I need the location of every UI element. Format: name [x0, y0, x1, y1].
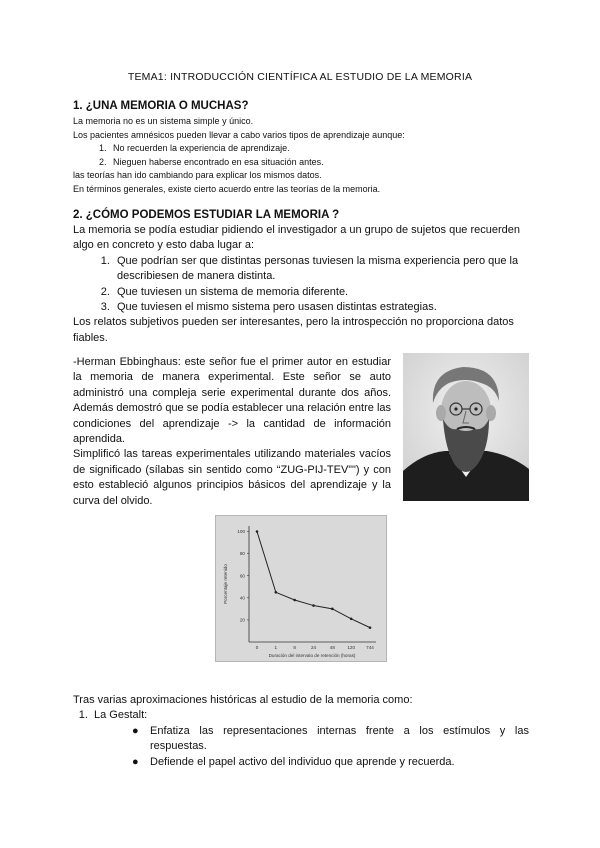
section2-outro: Los relatos subjetivos pueden ser interesantes, pero la introspección no proporciona datos fiables. [73, 316, 514, 344]
bullet-text: Defiende el papel activo del individuo que aprende y recuerda. [150, 755, 455, 768]
section1-line2: Los pacientes amnésicos pueden llevar a cabo varios tipos de aprendizaje aunque: [73, 129, 405, 140]
data-point [256, 530, 259, 533]
ebbinghaus-para1: -Herman Ebbinghaus: este señor fue el primer autor en estudiar la memoria de manera experimental. Este señor se auto administró una compleja serie experimental durante dos años. Además demostró que se podía establecer una relación entre las condiciones del aprendizaje -> la cantidad de información aprendida. [73, 356, 391, 446]
x-tick-label: 0 [255, 645, 259, 650]
section2-list [73, 254, 529, 316]
list-item: 3. Que tuviesen el mismo sistema pero usasen distintas estrategias. [113, 300, 529, 315]
y-axis-label: Porcentaje retenido [223, 564, 228, 604]
x-tick-label: 120 [347, 645, 356, 650]
ebbinghaus-para2: Simplificó las tareas experimentales utilizando materiales vacíos de significado (sílabas sin sentido como “ZUG-PIJ-TEV”") y con esto estableció algunos principios básicos del aprendizaje y la curva del olvido. [73, 448, 391, 507]
x-tick-label: 744 [366, 645, 374, 650]
data-point [293, 599, 296, 602]
list-item: 1. No recuerden la experiencia de aprendizaje. [109, 142, 405, 156]
bullet-item [132, 724, 529, 755]
x-axis-label: Duración del intervalo de retención (horas) [268, 653, 356, 658]
chart-svg [216, 516, 386, 661]
section2-body [73, 223, 529, 346]
data-point [331, 608, 334, 611]
y-tick-label: 80 [239, 551, 245, 557]
section1-heading: 1. ¿UNA MEMORIA O MUCHAS? [73, 100, 249, 112]
list-item: 1. Que podrían ser que distintas personas tuviesen la misma experiencia pero que la describiesen de manera distinta. [113, 254, 529, 285]
x-tick-label: 1 [274, 645, 278, 650]
section2-heading: 2. ¿CÓMO PODEMOS ESTUDIAR LA MEMORIA ? [73, 209, 340, 221]
x-tick-label: 48 [329, 645, 335, 650]
data-point [350, 618, 353, 621]
bullet-icon: ● [132, 755, 139, 768]
y-tick-label: 100 [237, 529, 245, 535]
x-tick-label: 8 [293, 645, 296, 650]
data-point [275, 591, 278, 594]
portrait-drawing [403, 353, 529, 501]
final-intro: Tras varias aproximaciones históricas al estudio de la memoria como: [73, 694, 413, 706]
section1-line3: las teorías han ido cambiando para explicar los mismos datos. [73, 170, 322, 180]
data-point [369, 626, 372, 629]
section1-body [73, 115, 405, 196]
list-item: 2. Que tuviesen un sistema de memoria diferente. [113, 285, 529, 300]
list-item [91, 708, 529, 770]
y-tick-label: 60 [239, 573, 245, 579]
ebbinghaus-text [73, 355, 391, 509]
bullet-text: Enfatiza las representaciones internas frente a los estímulos y las respuestas. [150, 724, 529, 753]
page-title: TEMA1: INTRODUCCIÓN CIENTÍFICA AL ESTUDIO DE LA MEMORIA [127, 71, 473, 83]
y-tick-label: 20 [239, 617, 245, 623]
series-line [257, 532, 370, 628]
section1-list [73, 142, 405, 169]
list-item: 2. Nieguen haberse encontrado en esa situación antes. [109, 156, 405, 170]
data-point [312, 604, 315, 607]
y-tick-label: 40 [239, 595, 245, 601]
forgetting-curve-chart [215, 515, 387, 662]
bullet-item [132, 755, 529, 770]
final-list [73, 708, 529, 770]
gestalt-label: La Gestalt: [94, 709, 148, 722]
gestalt-bullets [94, 724, 529, 770]
section1-line1: La memoria no es un sistema simple y único. [73, 116, 254, 126]
section1-line4: En términos generales, existe cierto acuerdo entre las teorías de la memoria. [73, 183, 381, 194]
ebbinghaus-portrait [403, 353, 529, 501]
bullet-icon: ● [132, 724, 139, 737]
final-section [73, 693, 529, 770]
x-tick-label: 24 [310, 645, 317, 650]
section2-intro: La memoria se podía estudiar pidiendo el investigador a un grupo de sujetos que recuerden algo en concreto y esto daba lugar a: [73, 224, 521, 252]
